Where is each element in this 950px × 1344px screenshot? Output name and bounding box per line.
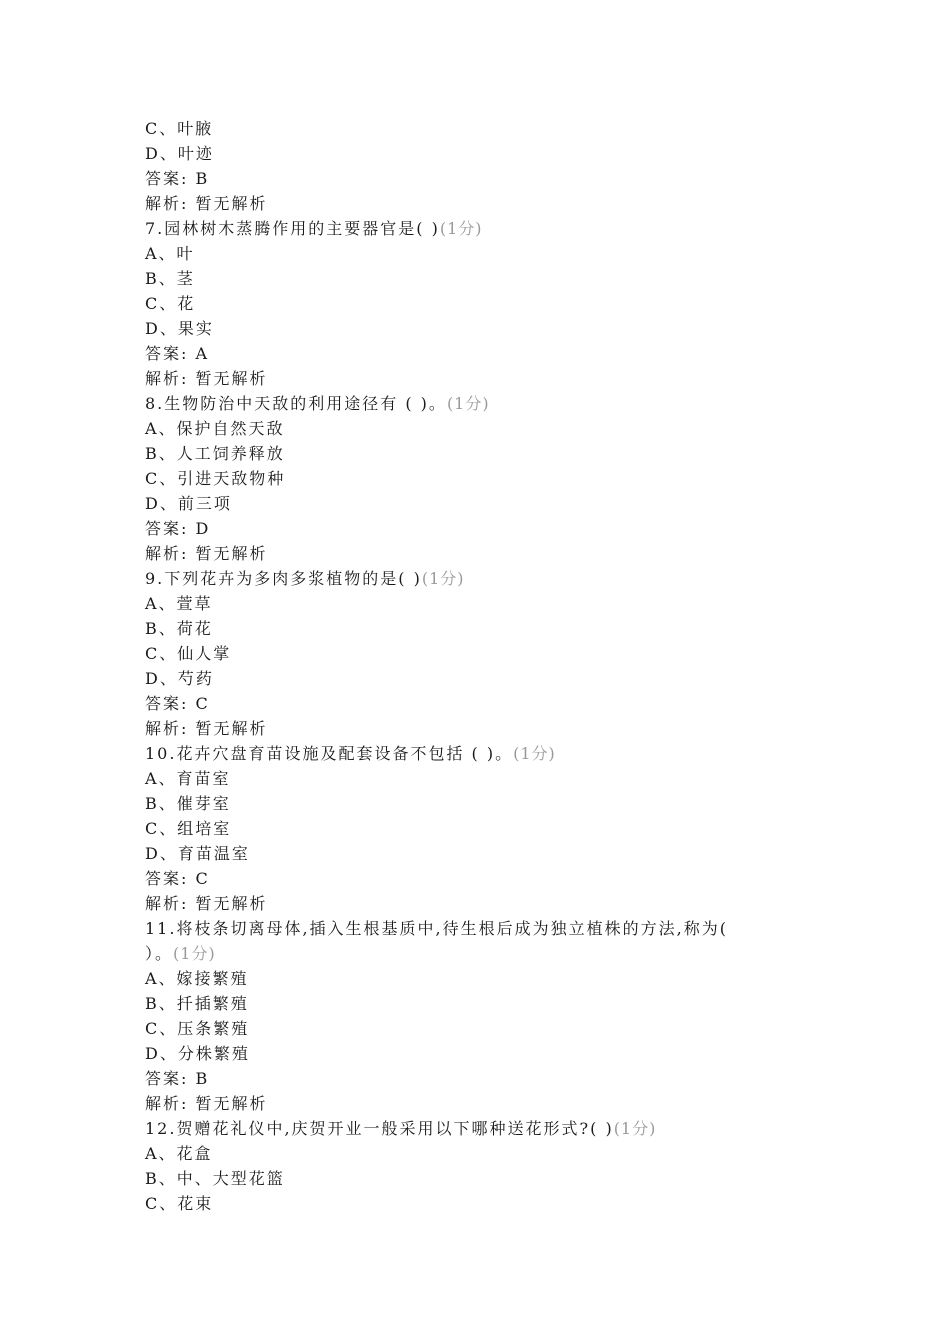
- line-text: 解析: 暂无解析: [145, 719, 268, 738]
- text-line: [145, 866, 815, 891]
- line-text: 解析: 暂无解析: [145, 369, 268, 388]
- line-text: D、育苗温室: [145, 844, 250, 863]
- line-text: A、萱草: [145, 594, 213, 613]
- text-line: [145, 666, 815, 691]
- text-line: [145, 416, 815, 441]
- question-list: [145, 116, 815, 1216]
- line-text: B、人工饲养释放: [145, 444, 285, 463]
- line-text: A、保护自然天敌: [145, 419, 285, 438]
- text-line: [145, 1166, 815, 1191]
- line-text: 答案: C: [145, 869, 210, 888]
- text-line: [145, 391, 815, 416]
- text-line: [145, 541, 815, 566]
- text-line: [145, 1141, 815, 1166]
- text-line: [145, 841, 815, 866]
- text-line: [145, 916, 815, 941]
- text-line: [145, 466, 815, 491]
- text-line: [145, 141, 815, 166]
- line-text: 解析: 暂无解析: [145, 544, 268, 563]
- line-text: C、压条繁殖: [145, 1019, 250, 1038]
- text-line: [145, 891, 815, 916]
- text-line: [145, 741, 815, 766]
- text-line: [145, 1191, 815, 1216]
- line-text: ）。: [145, 944, 174, 963]
- score-label: (1分): [513, 744, 556, 763]
- line-text: B、扦插繁殖: [145, 994, 249, 1013]
- text-line: [145, 1016, 815, 1041]
- line-text: 10.花卉穴盘育苗设施及配套设备不包括 ( )。: [145, 744, 514, 763]
- text-line: [145, 991, 815, 1016]
- text-line: [145, 591, 815, 616]
- text-line: [145, 241, 815, 266]
- line-text: B、茎: [145, 269, 195, 288]
- text-line: [145, 516, 815, 541]
- text-line: [145, 966, 815, 991]
- line-text: B、中、大型花篮: [145, 1169, 285, 1188]
- text-line: [145, 616, 815, 641]
- score-label: (1分): [613, 1119, 657, 1138]
- text-line: [145, 766, 815, 791]
- text-line: [145, 316, 815, 341]
- line-text: D、叶迹: [145, 144, 214, 163]
- text-line: [145, 191, 815, 216]
- line-text: 答案: D: [145, 519, 211, 538]
- line-text: C、引进天敌物种: [145, 469, 286, 488]
- text-line: [145, 816, 815, 841]
- text-line: [145, 566, 815, 591]
- line-text: A、育苗室: [145, 769, 231, 788]
- line-text: A、花盒: [145, 1144, 213, 1163]
- text-line: [145, 266, 815, 291]
- text-line: [145, 1116, 815, 1141]
- line-text: D、分株繁殖: [145, 1044, 250, 1063]
- line-text: 8.生物防治中天敌的利用途径有 ( )。: [145, 394, 447, 413]
- score-label: (1分): [446, 394, 490, 413]
- text-line: [145, 441, 815, 466]
- text-line: [145, 1066, 815, 1091]
- text-line: [145, 491, 815, 516]
- text-line: [145, 691, 815, 716]
- line-text: C、仙人掌: [145, 644, 232, 663]
- line-text: 答案: B: [145, 1069, 210, 1088]
- line-text: 解析: 暂无解析: [145, 194, 268, 213]
- text-line: [145, 641, 815, 666]
- line-text: 答案: B: [145, 169, 210, 188]
- line-text: 11.将枝条切离母体,插入生根基质中,待生根后成为独立植株的方法,称为(: [145, 919, 728, 938]
- text-line: [145, 216, 815, 241]
- line-text: D、果实: [145, 319, 214, 338]
- line-text: A、叶: [145, 244, 195, 263]
- line-text: C、组培室: [145, 819, 232, 838]
- line-text: B、催芽室: [145, 794, 231, 813]
- line-text: 12.贺赠花礼仪中,庆贺开业一般采用以下哪种送花形式?( ): [145, 1119, 614, 1138]
- text-line: [145, 166, 815, 191]
- line-text: 答案: C: [145, 694, 210, 713]
- line-text: B、荷花: [145, 619, 213, 638]
- text-line: [145, 791, 815, 816]
- text-line: [145, 716, 815, 741]
- line-text: D、芍药: [145, 669, 214, 688]
- line-text: D、前三项: [145, 494, 232, 513]
- text-line: [145, 1091, 815, 1116]
- line-text: C、花: [145, 294, 196, 313]
- text-line: [145, 291, 815, 316]
- line-text: C、叶腋: [145, 119, 214, 138]
- line-text: 答案: A: [145, 344, 210, 363]
- line-text: 解析: 暂无解析: [145, 894, 268, 913]
- line-text: 9.下列花卉为多肉多浆植物的是( ): [145, 569, 422, 588]
- line-text: 7.园林树木蒸腾作用的主要器官是( ): [145, 219, 440, 238]
- line-text: A、嫁接繁殖: [145, 969, 249, 988]
- text-line: [145, 1041, 815, 1066]
- line-text: 解析: 暂无解析: [145, 1094, 268, 1113]
- text-line: [145, 941, 815, 966]
- text-line: [145, 366, 815, 391]
- text-line: [145, 116, 815, 141]
- score-label: (1分): [173, 944, 216, 963]
- score-label: (1分): [421, 569, 465, 588]
- text-line: [145, 341, 815, 366]
- score-label: (1分): [439, 219, 483, 238]
- line-text: C、花束: [145, 1194, 214, 1213]
